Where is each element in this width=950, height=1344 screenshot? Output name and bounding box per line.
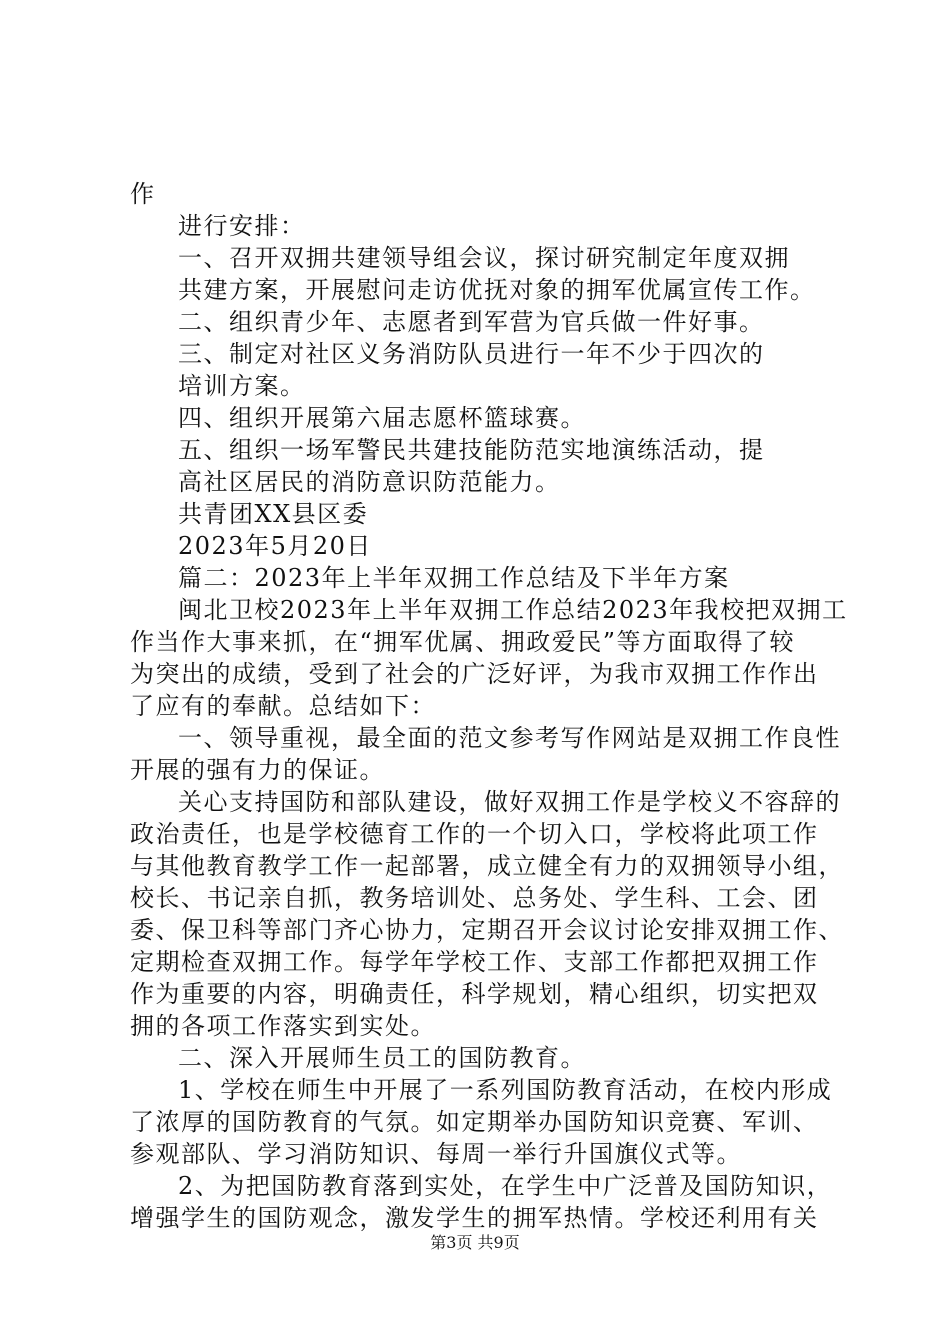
text-line: 拥的各项工作落实到实处。 [130,1012,436,1040]
text-line: 关心支持国防和部队建设，做好双拥工作是学校义不容辞的 [178,788,841,816]
text-line: 二、深入开展师生员工的国防教育。 [178,1044,586,1072]
text-line: 培训方案。 [178,372,306,400]
text-line: 二、组织青少年、志愿者到军营为官兵做一件好事。 [178,308,765,336]
text-line: 2、为把国防教育落到实处，在学生中广泛普及国防知识， [178,1172,833,1200]
text-line: 作为重要的内容，明确责任，科学规划，精心组织，切实把双 [130,980,819,1008]
text-line: 定期检查双拥工作。每学年学校工作、支部工作都把双拥工作 [130,948,819,976]
text-line: 共建方案，开展慰问走访优抚对象的拥军优属宣传工作。 [178,276,816,304]
text-line: 进行安排： [178,212,306,240]
text-line: 2023年5月20日 [178,532,372,560]
text-line: 作 [130,180,156,208]
text-line: 政治责任，也是学校德育工作的一个切入口，学校将此项工作 [130,820,819,848]
text-line: 共青团XX县区委 [178,500,369,528]
text-line: 与其他教育教学工作一起部署，成立健全有力的双拥领导小组， [130,852,844,880]
text-line: 四、组织开展第六届志愿杯篮球赛。 [178,404,586,432]
text-line: 三、制定对社区义务消防队员进行一年不少于四次的 [178,340,765,368]
text-line: 一、召开双拥共建领导组会议，探讨研究制定年度双拥 [178,244,790,272]
text-line: 了应有的奉献。总结如下： [130,692,436,720]
text-line: 1、学校在师生中开展了一系列国防教育活动，在校内形成 [178,1076,833,1104]
text-line: 校长、书记亲自抓，教务培训处、总务处、学生科、工会、团 [130,884,819,912]
text-line: 增强学生的国防观念，激发学生的拥军热情。学校还利用有关 [130,1204,819,1232]
text-line: 作当作大事来抓，在“拥军优属、拥政爱民”等方面取得了较 [130,628,796,656]
text-line: 五、组织一场军警民共建技能防范实地演练活动，提 [178,436,765,464]
text-line: 高社区居民的消防意识防范能力。 [178,468,561,496]
section-heading: 篇二：2023年上半年双拥工作总结及下半年方案 [178,564,730,592]
text-line: 了浓厚的国防教育的气氛。如定期举办国防知识竞赛、军训、 [130,1108,819,1136]
page-number-footer: 第3页 共9页 [430,1233,520,1252]
text-line: 委、保卫科等部门齐心协力，定期召开会议讨论安排双拥工作、 [130,916,844,944]
text-line: 开展的强有力的保证。 [130,756,385,784]
text-line: 一、领导重视，最全面的范文参考写作网站是双拥工作良性 [178,724,841,752]
text-line: 为突出的成绩，受到了社会的广泛好评，为我市双拥工作作出 [130,660,819,688]
text-line: 参观部队、学习消防知识、每周一举行升国旗仪式等。 [130,1140,742,1168]
text-line: 闽北卫校2023年上半年双拥工作总结2023年我校把双拥工 [178,596,848,624]
